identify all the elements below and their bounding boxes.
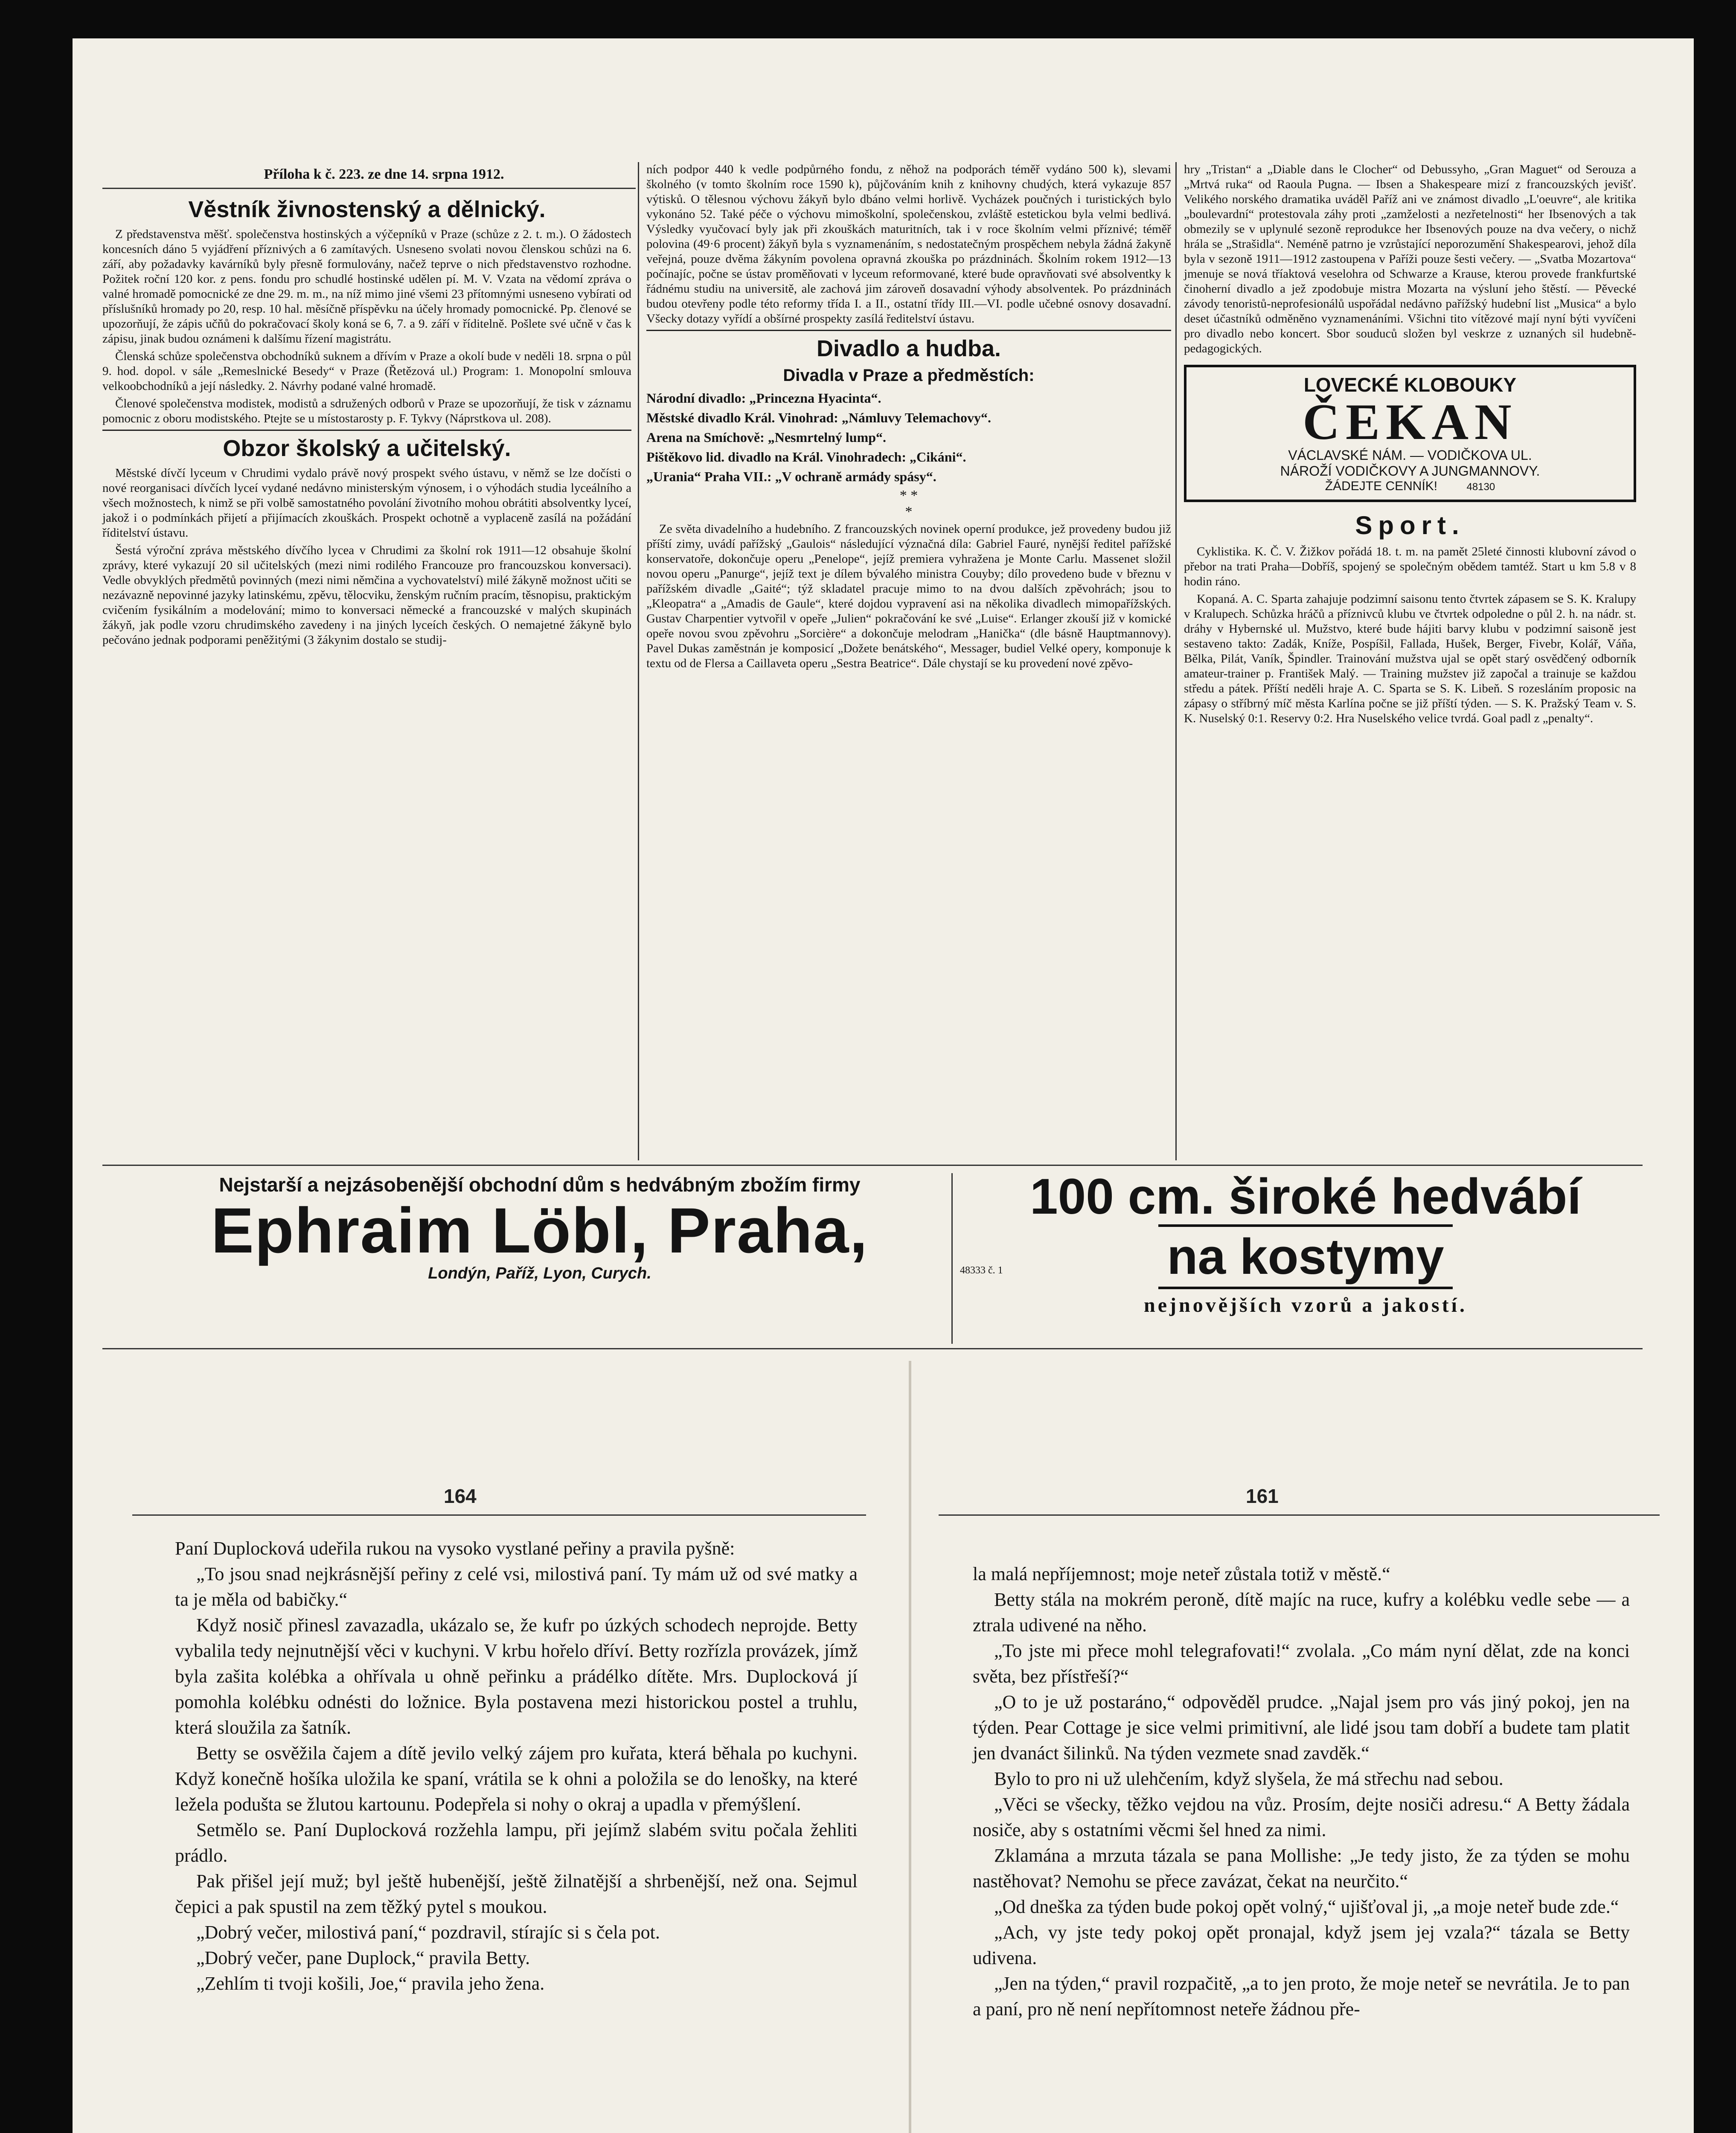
column-rule [638, 162, 639, 1160]
section-heading-school: Obzor školský a učitelský. [223, 436, 511, 461]
book-left-page [175, 1536, 858, 1996]
book-paragraph: „Ach, vy jste tedy pokoj opět pronajal, když jsem jej vzala?“ tázala se Betty udivena. [973, 1922, 1630, 1968]
book-paragraph: Když nosič přinesl zavazadla, ukázalo se, že kufr po úzkých schodech neprojde. Betty vybalila tedy nejnutnější věci v kuchyni. V krbu hořelo dříví. Betty rozřízla provázek, jímž byla zašita kolébka a ohřívala u ohně peřinku a prádélko dítěte. Mrs. Duplocková jí pomohla kolébku odnésti do ložnice. Byla postavena mezi historickou postel a truhlu, která sloužila za šatník. [175, 1615, 858, 1738]
article-paragraph: ních podpor 440 k vedle podpůrného fondu, z něhož na podporách téměř vydáno 500 k), slevami školného (v tomto školním roce 1590 k), půjčováním knih z knihovny chudých, která vykazuje 857 výtisků. O tělesnou výchovu žákyň bylo dbáno velmi horlivě. Vycházek poučných i turistických bylo vykonáno 52. Také péče o výchovu mimoškolní, společenskou, zvláště estetickou byla velmi bedlivá. Výsledky vyučovací byly jak při zkouškách maturitních, tak i v roce školním velmi příznivé; téměř polovina (49·6 procent) žákyň byla s vyznamenáním, s nedostatečným prospěchem nebyla žádná žakyně veřejná, pouze dvěma žákyním povolena opravná zkouška po prázdninách. Školním rokem 1912—13 počínajíc, počne se ústav proměňovati v lyceum reformované, které bude opravňovati své absolventky k řádnému studiu na universitě, ale zachová jim zároveň dosavadní výhody absolventek. Po prázdninách budou otevřeny podle této reformy třída I. a II., ostatní třídy III.—VI. podle učebné osnovy dosavadní. Všecky dotazy vyřídí a obšírné prospekty zasílá ředitelství ústavu. [646, 163, 1171, 325]
article-paragraph: Šestá výroční zpráva městského dívčího lycea v Chrudimi za školní rok 1911—12 obsahuje školní zprávy, které vykazují 20 sil učitelských (mezi nimi rodilého Francouze pro francouzskou konversaci). Vedle obvyklých předmětů povinných (mezi nimi němčina a vychovatelství) milé žákyně možnost učiti se nezávazně nepovinné jazyky latinskému, zpěvu, tělocviku, ženským ručním pracím, těsnopisu, praktickým cvičením fysikálním a modelování; mimo to konversaci německé a francouzské v malých skupinách žákyň, jak podle vzoru chrudimského zavedeny i na jiných lyceích českých. O nemajetné žákyně bylo pečováno jednak podporami peněžitými (3 žákynim dostalo se studij- [102, 543, 631, 647]
article-paragraph: hry „Tristan“ a „Diable dans le Clocher“ od Debussyho, „Gran Maguet“ od Serouza a „Mrtvá ruka“ od Raoula Pugna. — Ibsen a Shakespeare mizí z francouzských jevišť. Velikého norského dramatika uváděl Paříž ani ve známost divadlo „L'oeuvre“, ale kritika „boulevardní“ protestovala záhy proti „zamželosti a nezřetelnosti“ her Ibsenových a tak obmezily se v uplynulé sezoně reprodukce her Ibsenových pouze na dva večery, o nichž hrála se „Strašidla“. Neméně patrno je vzrůstající neporozumění Shakespearovi, jehož díla byla v sezoně 1911—1912 zastoupena v Paříži pouze šesti večery. — „Svatba Mozartova“ jmenuje se nová tříaktová veselohra od Schwarze a Krause, kterou provede frankfurtské činoherní divadlo a jež zpodobuje mistra Mozarta na výsluní jeho štěstí. — Pěvecké závody tenoristů-neprofesionálů uspořádal nedávno pařížský hudební list „Musica“ a bylo deset účastníků odměněno vyznamenáními. Všichni tito vítězové mají nyní býti vyvíčeni pro divadlo nebo koncert. Sbor souduců složen byl veskrze z uznaných sil hudebně-pedagogických. [1184, 163, 1636, 355]
newspaper-column-2 [646, 162, 1171, 674]
ad-silk-sub: nejnovějších vzorů a jakostí. [1144, 1294, 1467, 1316]
book-paragraph: „Věci se všecky, těžko vejdou na vůz. Prosím, dejte nosiči adresu.“ A Betty žádala nosiče, aby s ostatními věcmi šel hned za nimi. [973, 1794, 1630, 1840]
section-heading-trade: Věstník živnostenský a dělnický. [188, 197, 546, 222]
book-paragraph: Zklamána a mrzuta tázala se pana Mollishe: „Je tedy jisto, že za týden se mohu nastěhovat? Nemohu se přece zavázat, čekat na neurčito.“ [973, 1845, 1630, 1892]
ads-bottom-rule [102, 1348, 1643, 1349]
article-paragraph: Ze světa divadelního a hudebního. Z francouzských novinek operní produkce, jež provedeny budou již příští zimy, uvádí pařížský „Gaulois“ následující význačná díla: Gabriel Fauré, nynější ředitel pařížské konservatoře, dokončuje operu „Penelope“, jejíž premiera vyhražena je Monte Carlu. Massenet složil novou operu „Panurge“, jejíž text je dílem bývalého ministra Couyby; dílo provedeno bude v březnu v pařížském divadle „Gaité“; týž skladatel pracuje mimo to na dvou dalších zpěvohrách; jsou to „Kleopatra“ a „Amadis de Gaule“, které dojdou vypravení asi na několika divadlech mimopařížských. Gustav Charpentier vytvořil v opeře „Julien“ pokračování ke své „Luise“. Erlanger zkouší již v komické opeře novou svou zpěvohru „Sorcière“ a dokončuje melodram „Hanička“ (dle básně Hauptmannovy). Pavel Dukas zaměstnán je komposicí „Dožete benátského“, Messager, budiel Velké opery, komponuje k textu od de Flersa a Caillaveta operu „Sestra Beatrice“. Dále chystají se ku provedení nové zpěvo- [646, 522, 1171, 670]
ad-cekan [1184, 365, 1636, 502]
ad-cekan-line3: NÁROŽÍ VODIČKOVY A JUNGMANNOVY. [1280, 463, 1540, 479]
book-paragraph: „Jen na týden,“ pravil rozpačitě, „a to jen proto, že moje neteř se nevrátila. Je to pan a paní, pro ně není nepřítomnost neteře žádnou pře- [973, 1973, 1630, 2020]
book-paragraph: Paní Duplocková udeřila rukou na vysoko vystlané peřiny a pravila pyšně: [175, 1538, 735, 1559]
article-paragraph: Kopaná. A. C. Sparta zahajuje podzimní saisonu tento čtvrtek zápasem se S. K. Kralupy v Kralupech. Schůzka hráčů a příznivců klubu ve čtvrtek odpoledne o půl 2. h. na nádr. st. dráhy v Hybernské ul. Mužstvo, které bude hájiti barvy klubu v podzimní saisoně jest sestaveno takto: Zadák, Kníže, Pospíšil, Fallada, Hušek, Berger, Fivebr, Kolář, Váňa, Bělka, Pilát, Vaník, Špindler. Trainování mužstva ujal se opět starý osvědčený odborník amateur-trainer p. František Malý. — Training mužstev již započal a trainuje se každou středu a pátek. Příští neděli hraje A. C. Sparta se S. K. Libeň. S rozesláním proposic na zápasy o stříbrný míč města Karlína počne se již příští týden. — S. K. Pražský Team v. S. K. Nuselský 0:1. Reservy 0:2. Hra Nuselského velice tvrdá. Goal padl z „penalty“. [1184, 592, 1636, 725]
book-paragraph: „To jste mi přece mohl telegrafovati!“ zvolala. „Co mám nyní dělat, zde na konci světa, bez přístřeší?“ [973, 1640, 1630, 1687]
book-paragraph: Setmělo se. Paní Duplocková rozžehla lampu, při jejímž slabém svitu počala žehliti prádlo. [175, 1819, 858, 1866]
book-paragraph: Pak přišel její muž; byl ještě hubenější, ještě žilnatější a shrbenější, než ona. Sejmul čepici a pak spustil na zem těžký pytel s moukou. [175, 1871, 858, 1917]
book-paragraph: la malá nepříjemnost; moje neteř zůstala totiž v městě.“ [973, 1563, 1390, 1584]
header-rule [102, 188, 636, 189]
right-page-number-rule [939, 1514, 1660, 1516]
ad-cekan-name: ČEKAN [1303, 393, 1518, 450]
theatre-listing: Arena na Smíchově: „Nesmrtelný lump“. [646, 430, 887, 445]
asterisk-separator: * * * [899, 488, 918, 520]
scanned-sheet [73, 38, 1694, 2133]
book-paragraph: „O to je už postaráno,“ odpověděl prudce. „Najal jsem pro vás jiný pokoj, jen na týden. Pear Cottage je sice velmi primitivní, ale lidé jsou tam dobří a budete tam platit jen dvanáct šilinků. Na týden vezmete snad zavděk.“ [973, 1691, 1630, 1764]
book-paragraph: „To jsou snad nejkrásnější peřiny z celé vsi, milostivá paní. Ty mám už od své matky a ta je měla od babičky.“ [175, 1563, 858, 1610]
divider [102, 430, 631, 431]
theatre-listing: Pištěkovo lid. divadlo na Král. Vinohradech: „Cikáni“. [646, 449, 966, 465]
ad-lobl-line1: Nejstarší a nejzásobenější obchodní dům s hedvábným zbožím firmy [219, 1174, 861, 1196]
divider [646, 330, 1171, 331]
section-heading-theatre: Divadlo a hudba. [816, 336, 1001, 361]
ads-top-rule [102, 1165, 1643, 1166]
ad-silk-code: 48333 č. 1 [960, 1265, 1003, 1276]
book-paragraph: Bylo to pro ni už ulehčením, když slyšela, že má střechu nad sebou. [994, 1768, 1503, 1789]
column-rule [1175, 162, 1177, 1160]
ad-silk-line2: na kostymy [1158, 1224, 1452, 1289]
book-paragraph: „Dobrý večer, milostivá paní,“ pozdravil, stírajíc si s čela pot. [196, 1922, 660, 1943]
newspaper-header: Příloha k č. 223. ze dne 14. srpna 1912. [264, 166, 504, 182]
article-paragraph: Cyklistika. K. Č. V. Žižkov pořádá 18. t. m. na pamět 25leté činnosti klubovní závod o přebor na trati Praha—Dobříš, spojený se společným obědem tamtéž. Start u km 5.8 v 8 hodin ráno. [1184, 545, 1636, 588]
theatre-listing: „Urania“ Praha VII.: „V ochraně armády spásy“. [646, 469, 936, 484]
ad-lobl-line2: Londýn, Paříž, Lyon, Curych. [428, 1264, 651, 1282]
ad-silk-line1: 100 cm. široké hedvábí [1029, 1168, 1582, 1225]
theatre-subheading: Divadla v Praze a předměstích: [783, 366, 1035, 385]
left-page-number: 164 [444, 1485, 477, 1507]
book-paragraph: „Od dneška za týden bude pokoj opět volný,“ ujišťoval ji, „a moje neteř bude zde.“ [994, 1896, 1619, 1917]
ad-cekan-line4 [1191, 479, 1629, 494]
ad-cekan-request: ŽÁDEJTE CENNÍK! [1325, 479, 1438, 493]
ad-lobl [124, 1173, 956, 1283]
ad-divider [951, 1173, 953, 1344]
section-heading-sport: Sport. [1355, 511, 1465, 540]
article-paragraph: Z představenstva měšť. společenstva hostinských a výčepníků v Praze (schůze z 2. t. m.). O žádostech koncesních dáno 5 vyjádření příznivých a 6 zamítavých. Usneseno svolati novou členskou schůzi na 6. září, aby požadavky kavárníků byly přesně formulovány, načež teprve o nich představenstvo rozhodne. Požitek roční 120 kor. z pens. fondu pro schudlé hostinské udělen pí. M. V. Vzata na vědomí zpráva o valné hromadě pomocnické ze dne 29. m. m., na níž mimo jiné všemi 23 přítomnými usneseno vybírati od příslušníků hromady po 20, resp. 10 hal. měsíčně příspěvku na účely hromady pomocnické. Pp. členové se upozorňují, že zápis učňů do pokračovací školy koná se 6, 7. a 9. září v říditelně. Pošlete své učně v čas k zápisu, jinak budou oznámeni k dalšímu řízení magistrátu. [102, 227, 631, 346]
book-right-page [973, 1561, 1630, 2022]
left-page-number-rule [132, 1514, 866, 1516]
ad-silk-row [956, 1224, 1655, 1288]
ad-cekan-line2: VÁCLAVSKÉ NÁM. — VODIČKOVA UL. [1288, 448, 1532, 463]
ad-silk [956, 1169, 1655, 1317]
article-paragraph: Členové společenstva modistek, modistů a sdružených odborů v Praze se upozorňují, že tisk v záznamu pomocnic z oboru modistského. Ptejte se u místostarosty p. F. Tykvy (Náprstkova ul. 208). [102, 397, 631, 425]
ad-lobl-name: Ephraim Löbl, Praha, [211, 1194, 869, 1266]
book-paragraph: Betty se osvěžila čajem a dítě jevilo velký zájem pro kuřata, která běhala po kuchyni. Když konečně hošíka uložila ke spaní, vrátila se k ohni a položila se do lenošky, na které ležela podušta se žlutou kartounu. Podepřela si nohy o okraj a upadla v přemýšlení. [175, 1743, 858, 1815]
right-page-number: 161 [1246, 1485, 1279, 1507]
article-paragraph: Členská schůze společenstva obchodníků suknem a dřívím v Praze a okolí bude v neděli 18. srpna o půl 9. hod. dopol. v sále „Remeslnické Besedy“ v Praze (Řetězová ul.) Program: 1. Monopolní smlouva velkoobchodníků a její následky. 2. Návrhy podané valné hromadě. [102, 349, 631, 393]
book-paragraph: „Dobrý večer, pane Duplock,“ pravila Betty. [196, 1947, 530, 1968]
newspaper-column-1 [102, 192, 631, 650]
book-paragraph: „Zehlím ti tvoji košili, Joe,“ pravila jeho žena. [196, 1973, 545, 1994]
book-gutter [909, 1361, 911, 2133]
theatre-listing: Národní divadlo: „Princezna Hyacinta“. [646, 390, 881, 406]
newspaper-column-3 [1184, 162, 1636, 729]
ad-cekan-line1: LOVECKÉ KLOBOUKY [1303, 374, 1517, 396]
article-paragraph: Městské dívčí lyceum v Chrudimi vydalo právě nový prospekt svého ústavu, v němž se lze dočísti o nové reorganisaci dívčích lyceí vydané nedávno ministerským výnosem, i o výhodách studia lyceálního a všech možnostech, k nimž se při volbě samostatného povolání životního mohou obrátiti absolventky lyceí, jakož i o podmínkách přijetí a přijímacích zkouškách. Prospekt ochotně a vyplaceně zasílá na požádání říditelství ústavu. [102, 466, 631, 540]
ad-cekan-code: 48130 [1466, 481, 1495, 493]
book-paragraph: Betty stála na mokrém peroně, dítě majíc na ruce, kufry a kolébku vedle sebe — a ztrala udivené na něho. [973, 1589, 1630, 1636]
theatre-listing: Městské divadlo Král. Vinohrad: „Námluvy Telemachovy“. [646, 410, 992, 425]
